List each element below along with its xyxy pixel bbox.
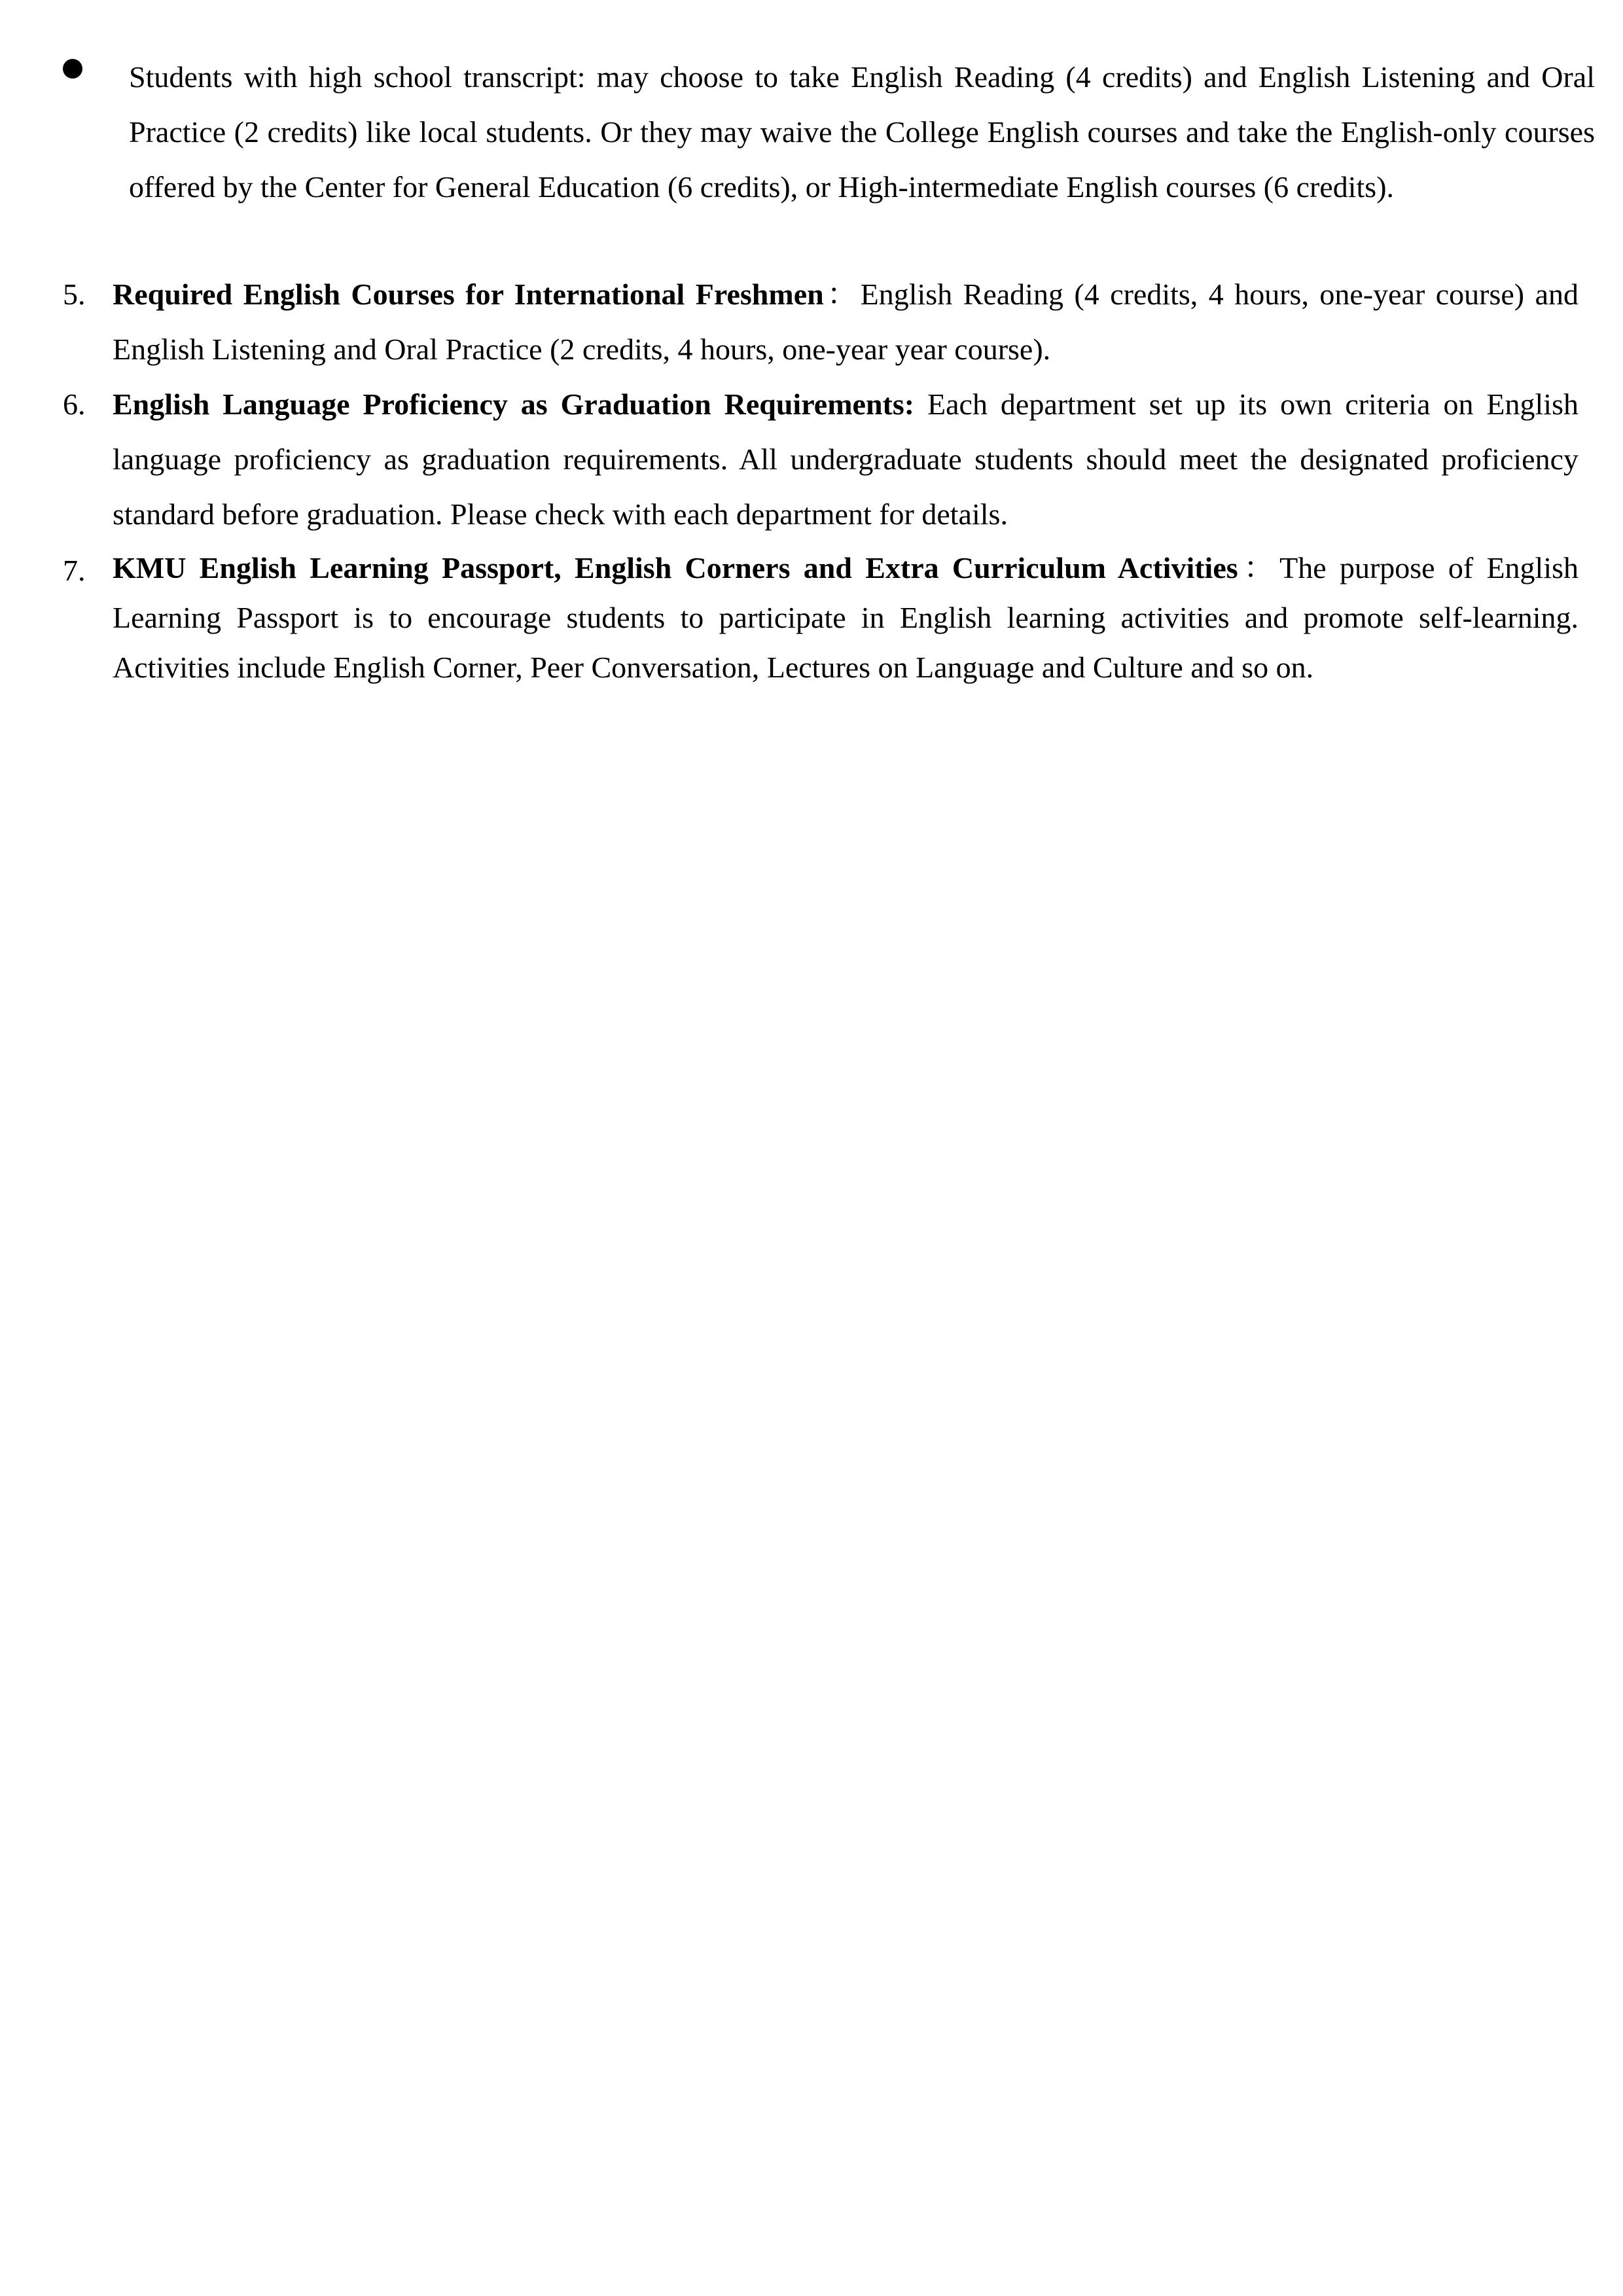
list-item-body: [113, 543, 1578, 692]
list-item-title: Required English Courses for International Freshmen: [113, 278, 824, 311]
list-item-number: 5.: [63, 278, 86, 311]
list-item-separator: [914, 387, 927, 421]
list-item-body: [113, 377, 1578, 542]
list-item-text: English Reading (4 credits, 4 hours, one-year course) and English Listening and Oral Practice (2 credits, 4 hours, one-year year course).: [113, 278, 1579, 366]
bullet-dot-icon: [63, 59, 82, 79]
list-item-body: [113, 267, 1578, 377]
list-item-text: The purpose of English Learning Passport is to encourage students to participate in English learning activities and promote self-learning. Activities include English Corner, Peer Conversation, Lectures on Language and Culture and so on.: [113, 551, 1578, 684]
list-item-text: Each department set up its own criteria on English language proficiency as graduation requirements. All undergraduate students should meet the designated proficiency standard before graduation. Please check with each department for details.: [113, 387, 1578, 531]
list-item-separator: ：: [823, 278, 861, 311]
list-item-number: 6.: [63, 387, 86, 421]
list-item-separator: ：: [1238, 551, 1280, 584]
list-item-number: 7.: [63, 554, 86, 587]
bullet-text: Students with high school transcript: may choose to take English Reading (4 credits) and English Listening and Oral Practice (2 credits) like local students. Or they may waive the College English courses and take the English-only courses offered by the Center for General Education (6 credits), or High-intermediate English courses (6 credits).: [129, 60, 1595, 204]
list-item-title: English Language Proficiency as Graduation Requirements:: [113, 387, 915, 421]
list-item-title: KMU English Learning Passport, English Corners and Extra Curriculum Activities: [113, 551, 1238, 584]
